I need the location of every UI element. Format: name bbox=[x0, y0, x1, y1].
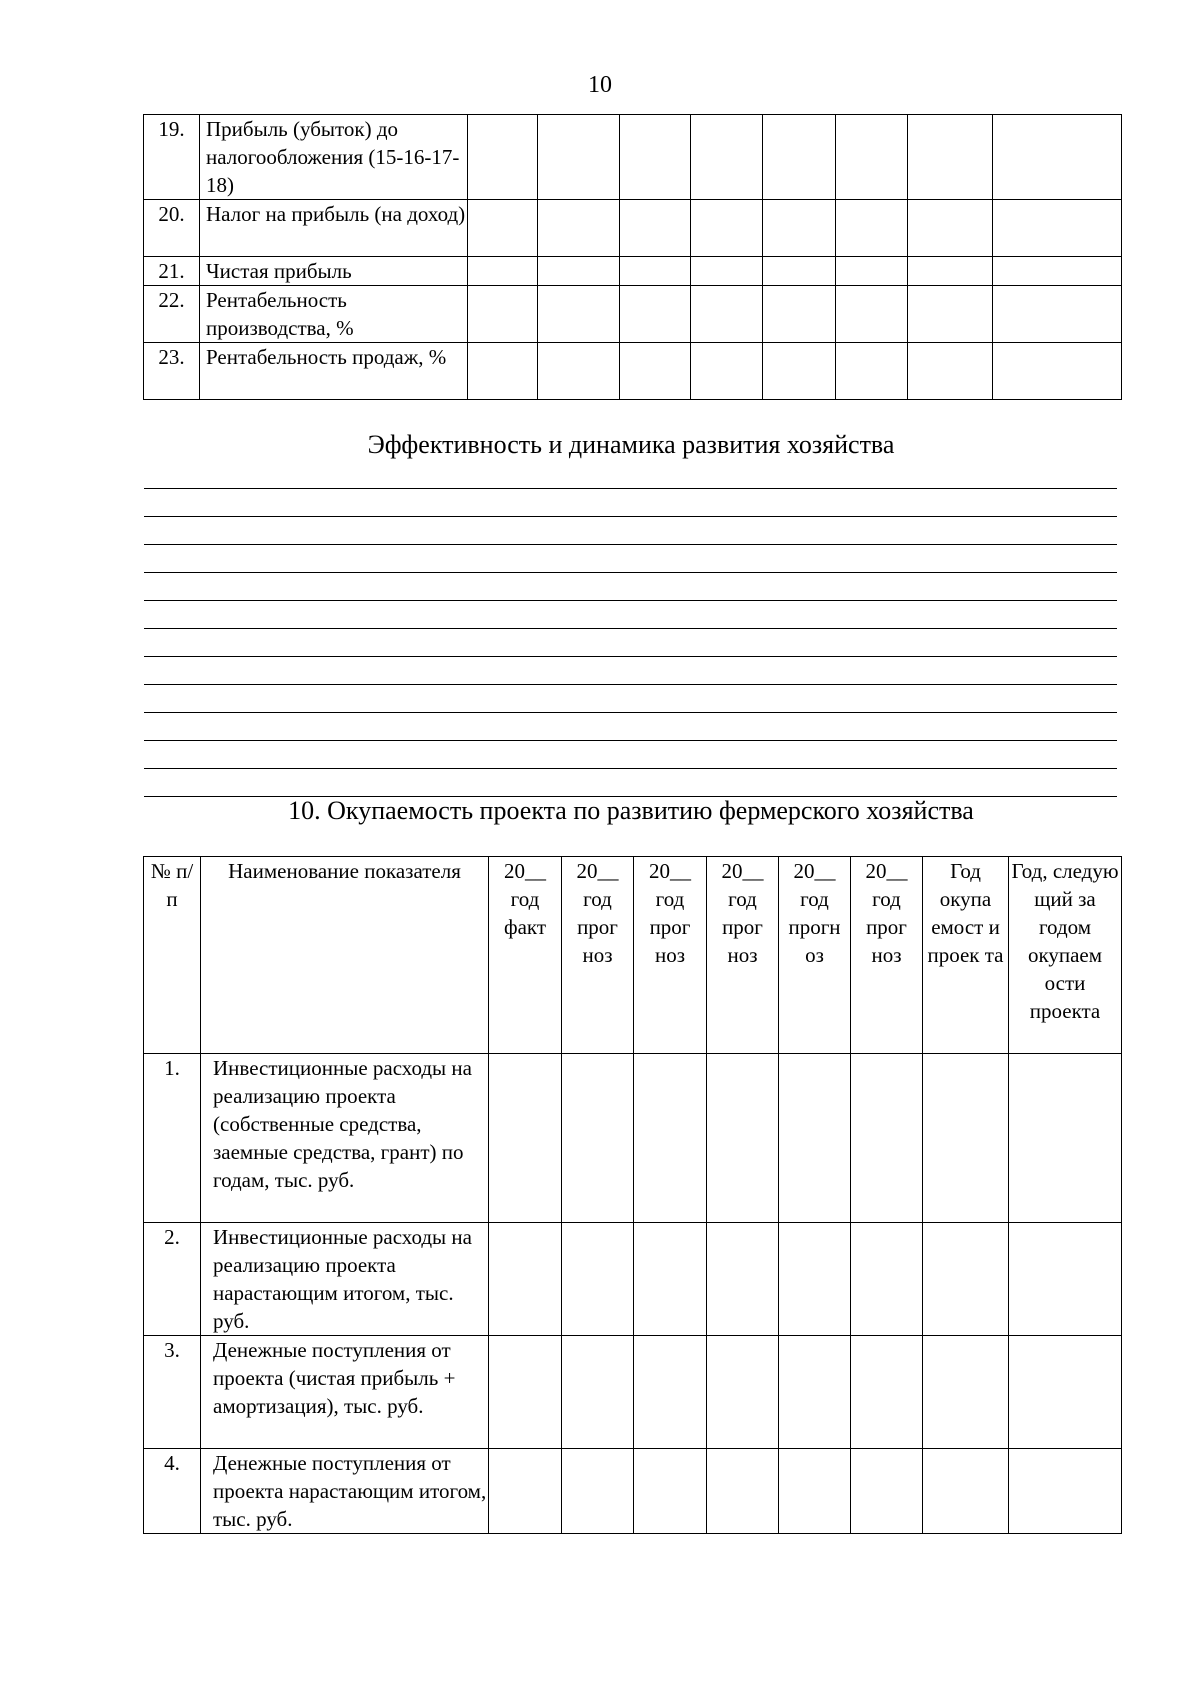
empty-cell bbox=[908, 257, 993, 286]
empty-cell bbox=[1009, 1336, 1122, 1449]
row-number: 20. bbox=[144, 200, 200, 257]
row-label: Инвестиционные расходы на реализацию проекта (собственные средства, заемные средства, грант) по годам, тыс. руб. bbox=[201, 1054, 489, 1223]
row-number: 4. bbox=[144, 1449, 201, 1534]
empty-cell bbox=[923, 1336, 1009, 1449]
col-header-year-fact: 20__ год факт bbox=[489, 857, 562, 1054]
empty-cell bbox=[908, 200, 993, 257]
empty-cell bbox=[993, 286, 1122, 343]
empty-cell bbox=[836, 200, 908, 257]
empty-cell bbox=[468, 257, 538, 286]
empty-cell bbox=[489, 1336, 562, 1449]
empty-cell bbox=[779, 1223, 851, 1336]
empty-cell bbox=[923, 1449, 1009, 1534]
empty-cell bbox=[779, 1336, 851, 1449]
col-header-next-year: Год, следую щий за годом окупаем ости проекта bbox=[1009, 857, 1122, 1054]
row-label: Инвестиционные расходы на реализацию проекта нарастающим итогом, тыс. руб. bbox=[201, 1223, 489, 1336]
row-number: 2. bbox=[144, 1223, 201, 1336]
row-number: 21. bbox=[144, 257, 200, 286]
empty-cell bbox=[707, 1449, 779, 1534]
empty-cell bbox=[779, 1054, 851, 1223]
page-number: 10 bbox=[588, 72, 612, 98]
header-row bbox=[144, 857, 1122, 1054]
table-row bbox=[144, 1223, 1122, 1336]
empty-cell bbox=[851, 1449, 923, 1534]
table-row bbox=[144, 200, 1122, 257]
empty-cell bbox=[707, 1336, 779, 1449]
table-row bbox=[144, 1336, 1122, 1449]
empty-cell bbox=[691, 115, 763, 200]
row-label: Рентабельность производства, % bbox=[200, 286, 468, 343]
row-number: 19. bbox=[144, 115, 200, 200]
empty-cell bbox=[908, 343, 993, 400]
empty-cell bbox=[562, 1449, 634, 1534]
empty-cell bbox=[468, 200, 538, 257]
row-label: Денежные поступления от проекта нарастающим итогом, тыс. руб. bbox=[201, 1449, 489, 1534]
row-label: Чистая прибыль bbox=[200, 257, 468, 286]
empty-cell bbox=[923, 1054, 1009, 1223]
col-header-year-forecast: 20__ год прог ноз bbox=[851, 857, 923, 1054]
empty-cell bbox=[851, 1054, 923, 1223]
empty-cell bbox=[1009, 1054, 1122, 1223]
row-label: Налог на прибыль (на доход) bbox=[200, 200, 468, 257]
empty-cell bbox=[562, 1336, 634, 1449]
writing-line bbox=[144, 516, 1117, 517]
row-number: 3. bbox=[144, 1336, 201, 1449]
empty-cell bbox=[763, 200, 836, 257]
row-number: 22. bbox=[144, 286, 200, 343]
writing-line bbox=[144, 572, 1117, 573]
empty-cell bbox=[763, 343, 836, 400]
writing-line bbox=[144, 544, 1117, 545]
empty-cell bbox=[1009, 1223, 1122, 1336]
table-row bbox=[144, 115, 1122, 200]
empty-cell bbox=[691, 257, 763, 286]
writing-line bbox=[144, 684, 1117, 685]
col-header-year-forecast: 20__ год прог ноз bbox=[634, 857, 707, 1054]
col-header-payback-year: Год окупа емост и проек та bbox=[923, 857, 1009, 1054]
empty-cell bbox=[538, 343, 620, 400]
row-label: Рентабельность продаж, % bbox=[200, 343, 468, 400]
table-row bbox=[144, 286, 1122, 343]
empty-cell bbox=[538, 115, 620, 200]
empty-cell bbox=[763, 115, 836, 200]
writing-line bbox=[144, 768, 1117, 769]
empty-cell bbox=[1009, 1449, 1122, 1534]
empty-cell bbox=[993, 115, 1122, 200]
writing-line bbox=[144, 656, 1117, 657]
writing-line bbox=[144, 712, 1117, 713]
row-number: 1. bbox=[144, 1054, 201, 1223]
empty-cell bbox=[691, 286, 763, 343]
empty-cell bbox=[763, 257, 836, 286]
row-label: Денежные поступления от проекта (чистая прибыль + амортизация), тыс. руб. bbox=[201, 1336, 489, 1449]
empty-cell bbox=[489, 1054, 562, 1223]
payback-heading: 10. Окупаемость проекта по развитию фермерского хозяйства bbox=[288, 796, 974, 825]
empty-cell bbox=[468, 115, 538, 200]
empty-cell bbox=[923, 1223, 1009, 1336]
empty-cell bbox=[836, 286, 908, 343]
row-number: 23. bbox=[144, 343, 200, 400]
empty-cell bbox=[836, 115, 908, 200]
table-row bbox=[144, 1054, 1122, 1223]
empty-cell bbox=[851, 1223, 923, 1336]
empty-cell bbox=[836, 257, 908, 286]
empty-cell bbox=[779, 1449, 851, 1534]
row-label: Прибыль (убыток) до налогообложения (15-16-17-18) bbox=[200, 115, 468, 200]
efficiency-heading: Эффективность и динамика развития хозяйства bbox=[367, 430, 895, 459]
empty-cell bbox=[763, 286, 836, 343]
empty-cell bbox=[538, 200, 620, 257]
empty-cell bbox=[620, 115, 691, 200]
empty-cell bbox=[851, 1336, 923, 1449]
empty-cell bbox=[634, 1449, 707, 1534]
empty-cell bbox=[836, 343, 908, 400]
empty-cell bbox=[908, 286, 993, 343]
empty-cell bbox=[620, 343, 691, 400]
empty-cell bbox=[620, 257, 691, 286]
table-row bbox=[144, 257, 1122, 286]
empty-cell bbox=[468, 343, 538, 400]
empty-cell bbox=[620, 200, 691, 257]
col-header-year-forecast: 20__ год прогн оз bbox=[779, 857, 851, 1054]
col-header-year-forecast: 20__ год прог ноз bbox=[562, 857, 634, 1054]
col-header-number: № п/п bbox=[144, 857, 201, 1054]
empty-cell bbox=[634, 1054, 707, 1223]
empty-cell bbox=[691, 200, 763, 257]
empty-cell bbox=[707, 1054, 779, 1223]
empty-cell bbox=[620, 286, 691, 343]
col-header-name: Наименование показателя bbox=[201, 857, 489, 1054]
empty-cell bbox=[489, 1223, 562, 1336]
empty-cell bbox=[562, 1223, 634, 1336]
empty-cell bbox=[562, 1054, 634, 1223]
empty-cell bbox=[538, 286, 620, 343]
empty-cell bbox=[691, 343, 763, 400]
empty-cell bbox=[707, 1223, 779, 1336]
payback-table bbox=[143, 856, 1122, 1534]
writing-line bbox=[144, 740, 1117, 741]
empty-cell bbox=[908, 115, 993, 200]
writing-line bbox=[144, 628, 1117, 629]
empty-cell bbox=[634, 1336, 707, 1449]
empty-cell bbox=[993, 257, 1122, 286]
table-row bbox=[144, 1449, 1122, 1534]
empty-cell bbox=[993, 343, 1122, 400]
col-header-year-forecast: 20__ год прог ноз bbox=[707, 857, 779, 1054]
empty-cell bbox=[538, 257, 620, 286]
empty-cell bbox=[993, 200, 1122, 257]
writing-line bbox=[144, 488, 1117, 489]
empty-cell bbox=[468, 286, 538, 343]
writing-line bbox=[144, 600, 1117, 601]
empty-cell bbox=[489, 1449, 562, 1534]
financial-results-table bbox=[143, 114, 1122, 400]
empty-cell bbox=[634, 1223, 707, 1336]
table-row bbox=[144, 343, 1122, 400]
